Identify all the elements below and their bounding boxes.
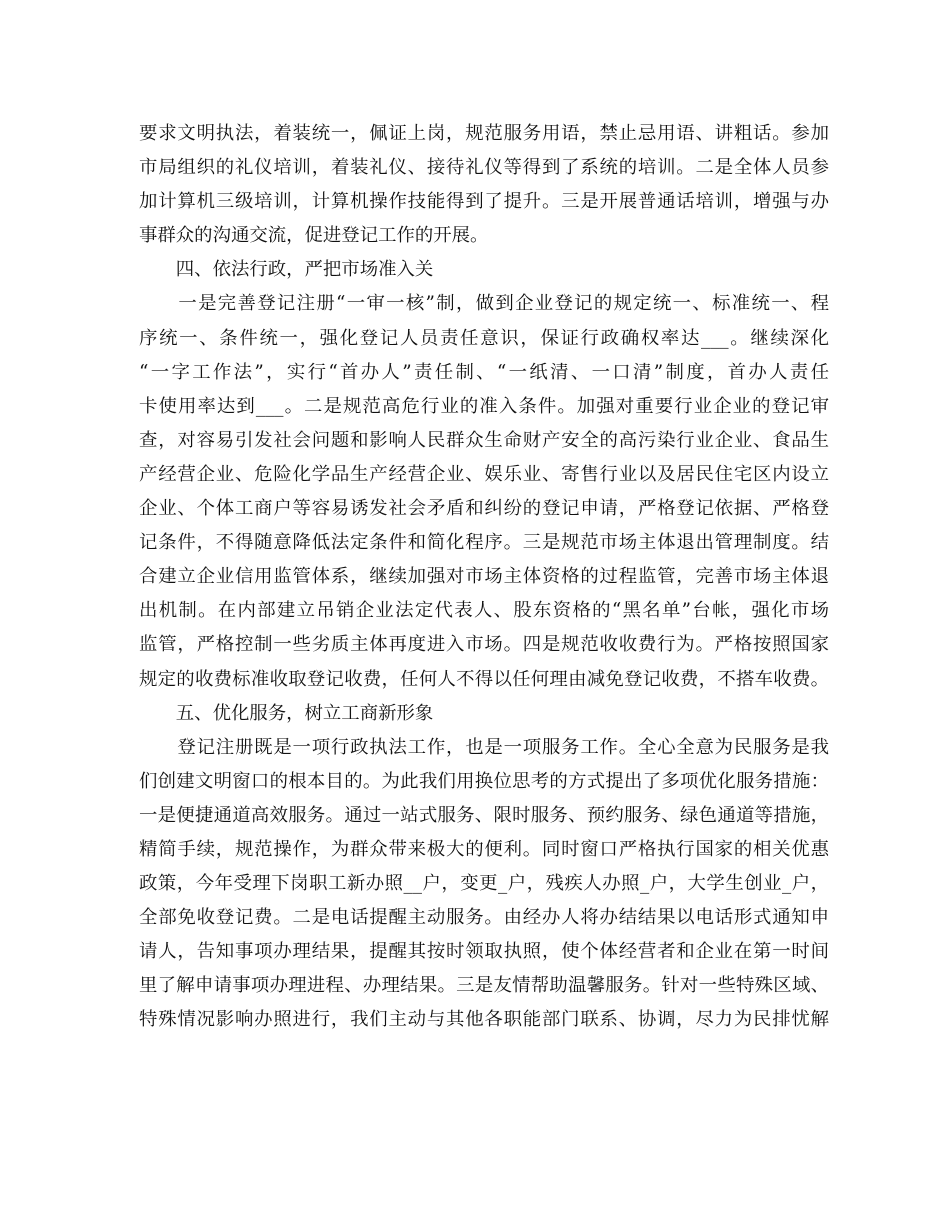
text-line: 里了解申请事项办理进程、办理结果。三是友情帮助温馨服务。针对一些特殊区域、	[139, 975, 829, 997]
text-line: 监管，严格控制一些劣质主体再度进入市场。四是规范收收费行为。严格按照国家	[139, 634, 829, 656]
text-line: 合建立企业信用监管体系，继续加强对市场主体资格的过程监管，完善市场主体退	[139, 566, 829, 588]
section-heading: 五、优化服务，树立工商新形象	[139, 702, 434, 724]
text-line: 产经营企业、危险化学品生产经营企业、娱乐业、寄售行业以及居民住宅区内设立	[139, 463, 829, 485]
text-line: 特殊情况影响办照进行，我们主动与其他各职能部门联系、协调，尽力为民排忧解	[139, 1009, 829, 1031]
text-line: 一是完善登记注册“一审一核”制，做到企业登记的规定统一、标准统一、程	[139, 293, 829, 315]
text-line: 序统一、条件统一，强化登记人员责任意识，保证行政确权率达___。继续深化	[139, 327, 829, 349]
document-body	[139, 117, 829, 1038]
text-line: “一字工作法”，实行“首办人”责任制、“一纸清、一口清”制度，首办人责任	[139, 361, 829, 383]
text-line: 请人，告知事项办理结果，提醒其按时领取执照，使个体经营者和企业在第一时间	[139, 941, 829, 963]
text-line: 记条件，不得随意降低法定条件和简化程序。三是规范市场主体退出管理制度。结	[139, 532, 829, 554]
text-line: 查，对容易引发社会问题和影响人民群众生命财产安全的高污染行业企业、食品生	[139, 429, 829, 451]
text-line: 精简手续，规范操作，为群众带来极大的便利。同时窗口严格执行国家的相关优惠	[139, 838, 829, 860]
text-line: 加计算机三级培训，计算机操作技能得到了提升。三是开展普通话培训，增强与办	[139, 191, 829, 213]
text-line: 企业、个体工商户等容易诱发社会矛盾和纠纷的登记申请，严格登记依据、严格登	[139, 498, 829, 520]
text-line: 规定的收费标准收取登记收费，任何人不得以任何理由减免登记收费，不搭车收费。	[139, 668, 829, 690]
text-line: 一是便捷通道高效服务。通过一站式服务、限时服务、预约服务、绿色通道等措施，	[139, 804, 829, 826]
text-line: 全部免收登记费。二是电话提醒主动服务。由经办人将办结结果以电话形式通知申	[139, 907, 829, 929]
text-line: 政策，今年受理下岗职工新办照__户，变更_户，残疾人办照_户，大学生创业_户，	[139, 873, 829, 895]
text-line: 登记注册既是一项行政执法工作，也是一项服务工作。全心全意为民服务是我	[139, 736, 829, 758]
text-line: 市局组织的礼仪培训，着装礼仪、接待礼仪等得到了系统的培训。二是全体人员参	[139, 157, 829, 179]
text-line: 卡使用率达到___。二是规范高危行业的准入条件。加强对重要行业企业的登记审	[139, 395, 829, 417]
section-heading: 四、依法行政，严把市场准入关	[139, 259, 434, 281]
text-line: 要求文明执法，着装统一，佩证上岗，规范服务用语，禁止忌用语、讲粗话。参加	[139, 123, 829, 144]
text-line: 们创建文明窗口的根本目的。为此我们用换位思考的方式提出了多项优化服务措施：	[139, 770, 829, 792]
text-line: 出机制。在内部建立吊销企业法定代表人、股东资格的“黑名单”台帐，强化市场	[139, 600, 829, 622]
text-line: 事群众的沟通交流，促进登记工作的开展。	[139, 225, 489, 247]
